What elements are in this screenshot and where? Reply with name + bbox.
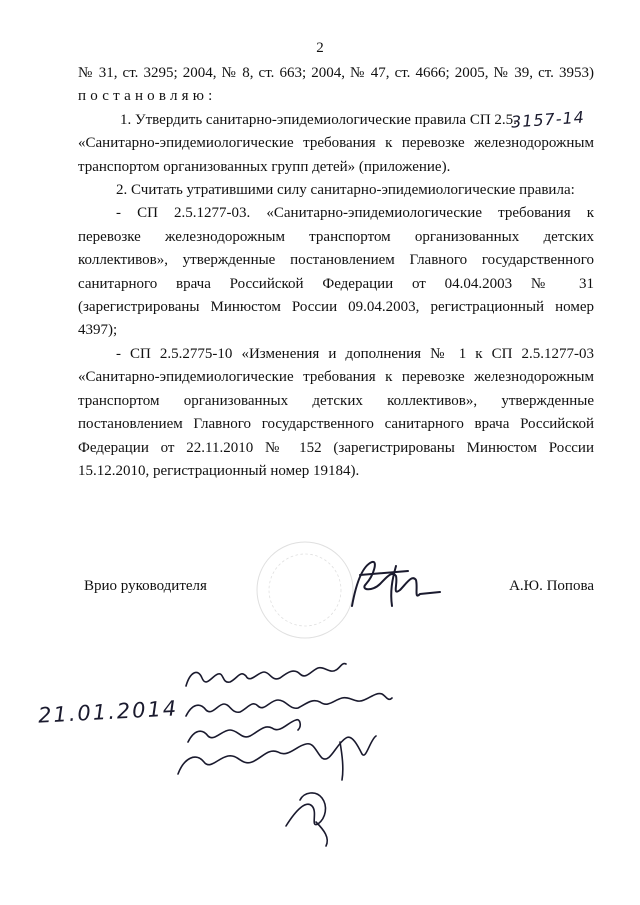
signatory-name: А.Ю. Попова: [509, 578, 594, 594]
item2-sub2-line: транспортом организованных детских коллективов», утвержденные: [78, 392, 594, 409]
handwritten-note: [178, 664, 392, 846]
item2-sub1-line: перевозке железнодорожным транспортом организованных детских: [78, 228, 594, 245]
item1-line2: «Санитарно-эпидемиологические требования к перевозке железнодорожным: [78, 135, 594, 152]
item2-sub1-line: коллективов», утвержденные постановлением Главного государственного: [78, 252, 594, 269]
handwritten-rule-number: 3157-14: [510, 107, 586, 132]
item2-sub2-line: «Санитарно-эпидемиологические требования к перевозке железнодорожным: [78, 369, 594, 386]
signatory-position: Врио руководителя: [84, 578, 207, 594]
handwritten-date: 21.01.2014: [37, 696, 179, 728]
item2-sub2-line: постановлением Главного государственного санитарного врача Российской: [78, 416, 594, 433]
item2-sub1-line: - СП 2.5.1277-03. «Санитарно-эпидемиологические требования к: [116, 205, 594, 222]
item2-sub2-line: Федерации от 22.11.2010 № 152 (зарегистрированы Минюстом России: [78, 439, 594, 456]
item2-sub1-line: санитарного врача Российской Федерации от 04.04.2003 № 31: [78, 275, 594, 292]
item2-sub1-line: 4397);: [78, 322, 118, 339]
item1-line1: 1. Утвердить санитарно-эпидемиологические правила СП 2.5.: [120, 111, 517, 128]
director-signature: [352, 562, 440, 606]
item1-line3: транспортом организованных групп детей» (приложение).: [78, 158, 451, 175]
item2-sub2-line: - СП 2.5.2775-10 «Изменения и дополнения № 1 к СП 2.5.1277-03: [116, 345, 594, 362]
item2-sub1-line: (зарегистрированы Минюстом России 09.04.2003, регистрационный номер: [78, 299, 594, 316]
stamp-imprint: [257, 542, 353, 638]
item2-line1: 2. Считать утратившими силу санитарно-эпидемиологические правила:: [116, 182, 575, 199]
references-line: № 31, ст. 3295; 2004, № 8, ст. 663; 2004, № 47, ст. 4666; 2005, № 39, ст. 3953): [78, 65, 594, 81]
item2-sub2-line: 15.12.2010, регистрационный номер 19184).: [78, 462, 360, 479]
page-number: 2: [316, 40, 324, 56]
decree-word: постановляю:: [78, 88, 217, 105]
